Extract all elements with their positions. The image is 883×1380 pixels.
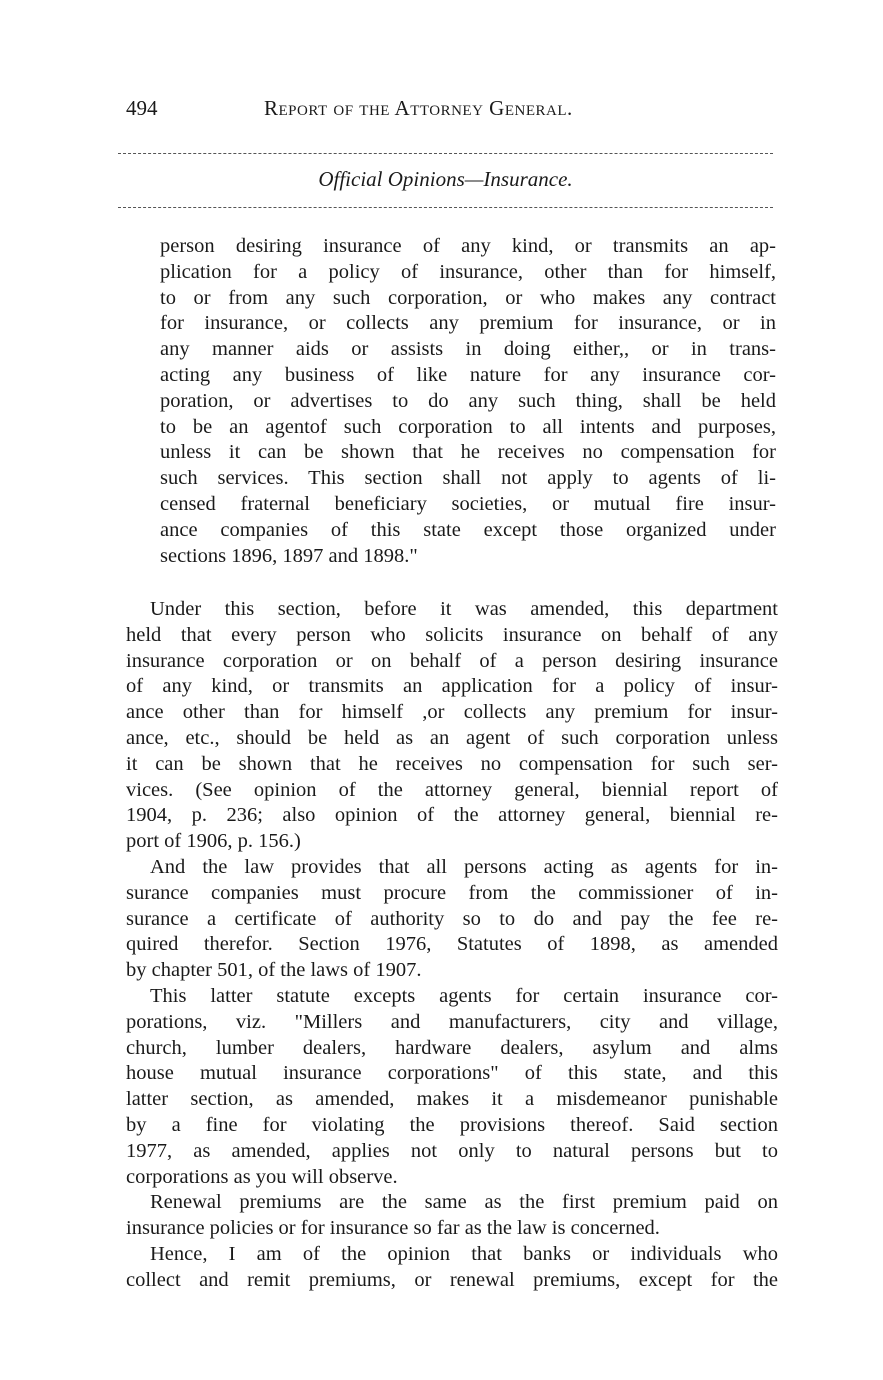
text-line: held that every person who solicits insurance on behalf of any bbox=[126, 623, 778, 646]
text-line: to or from any such corporation, or who makes any contract bbox=[160, 286, 776, 309]
section-title: Official Opinions—Insurance. bbox=[318, 167, 573, 191]
text-line: any manner aids or assists in doing either,, or in trans- bbox=[160, 338, 776, 361]
text-line: poration, or advertises to do any such thing, shall be held bbox=[160, 389, 776, 412]
text-line: 1904, p. 236; also opinion of the attorney general, biennial re- bbox=[126, 804, 778, 827]
text-line: such services. This section shall not apply to agents of li- bbox=[160, 467, 776, 490]
text-line: vices. (See opinion of the attorney general, biennial report of bbox=[126, 778, 778, 801]
text-line: ance, etc., should be held as an agent of such corporation unless bbox=[126, 726, 778, 749]
text-line: ance companies of this state except those organized under bbox=[160, 518, 776, 541]
text-line: surance a certificate of authority so to do and pay the fee re- bbox=[126, 907, 778, 930]
text-line: port of 1906, p. 156.) bbox=[126, 830, 301, 853]
text-line: ance other than for himself ,or collects any premium for insur- bbox=[126, 701, 778, 724]
page-number: 494 bbox=[126, 96, 158, 120]
text-line: by a fine for violating the provisions thereof. Said section bbox=[126, 1113, 778, 1136]
running-title: Report of the Attorney General. bbox=[264, 96, 573, 120]
opinion-body bbox=[126, 597, 778, 1294]
text-line: unless it can be shown that he receives no compensation for bbox=[160, 441, 776, 464]
text-line: quired therefor. Section 1976, Statutes of 1898, as amended bbox=[126, 933, 778, 956]
text-line: surance companies must procure from the commissioner of in- bbox=[126, 881, 778, 904]
text-line: person desiring insurance of any kind, or transmits an ap- bbox=[160, 235, 776, 257]
text-line: corporations as you will observe. bbox=[126, 1165, 398, 1188]
text-line: insurance corporation or on behalf of a person desiring insurance bbox=[126, 649, 778, 672]
text-line: Renewal premiums are the same as the first premium paid on bbox=[150, 1191, 778, 1214]
text-line: Under this section, before it was amended, this department bbox=[150, 598, 778, 620]
text-line: it can be shown that he receives no compensation for such ser- bbox=[126, 752, 778, 775]
text-line: church, lumber dealers, hardware dealers, asylum and alms bbox=[126, 1036, 778, 1059]
text-line: acting any business of like nature for any insurance cor- bbox=[160, 363, 776, 386]
text-line: plication for a policy of insurance, other than for himself, bbox=[160, 260, 776, 283]
text-line: of any kind, or transmits an application for a policy of insur- bbox=[126, 675, 778, 698]
text-line: by chapter 501, of the laws of 1907. bbox=[126, 959, 422, 982]
text-line: porations, viz. "Millers and manufacturers, city and village, bbox=[126, 1010, 778, 1033]
header-rule-bottom bbox=[118, 207, 773, 208]
text-line: house mutual insurance corporations" of this state, and this bbox=[126, 1062, 778, 1085]
text-line: collect and remit premiums, or renewal premiums, except for the bbox=[126, 1268, 778, 1291]
text-line: censed fraternal beneficiary societies, or mutual fire insur- bbox=[160, 492, 776, 515]
text-line: latter section, as amended, makes it a misdemeanor punishable bbox=[126, 1088, 778, 1111]
text-line: 1977, as amended, applies not only to natural persons but to bbox=[126, 1139, 778, 1162]
page-header bbox=[126, 96, 781, 124]
text-line: sections 1896, 1897 and 1898." bbox=[160, 544, 418, 567]
text-line: insurance policies or for insurance so far as the law is concerned. bbox=[126, 1217, 660, 1240]
text-line: This latter statute excepts agents for certain insurance cor- bbox=[150, 984, 778, 1007]
text-line: Hence, I am of the opinion that banks or individuals who bbox=[150, 1242, 778, 1265]
header-rule-top bbox=[118, 153, 773, 154]
text-line: to be an agentof such corporation to all intents and purposes, bbox=[160, 415, 776, 438]
quoted-statute bbox=[160, 234, 776, 569]
text-line: for insurance, or collects any premium for insurance, or in bbox=[160, 312, 776, 335]
text-line: And the law provides that all persons acting as agents for in- bbox=[150, 855, 778, 878]
